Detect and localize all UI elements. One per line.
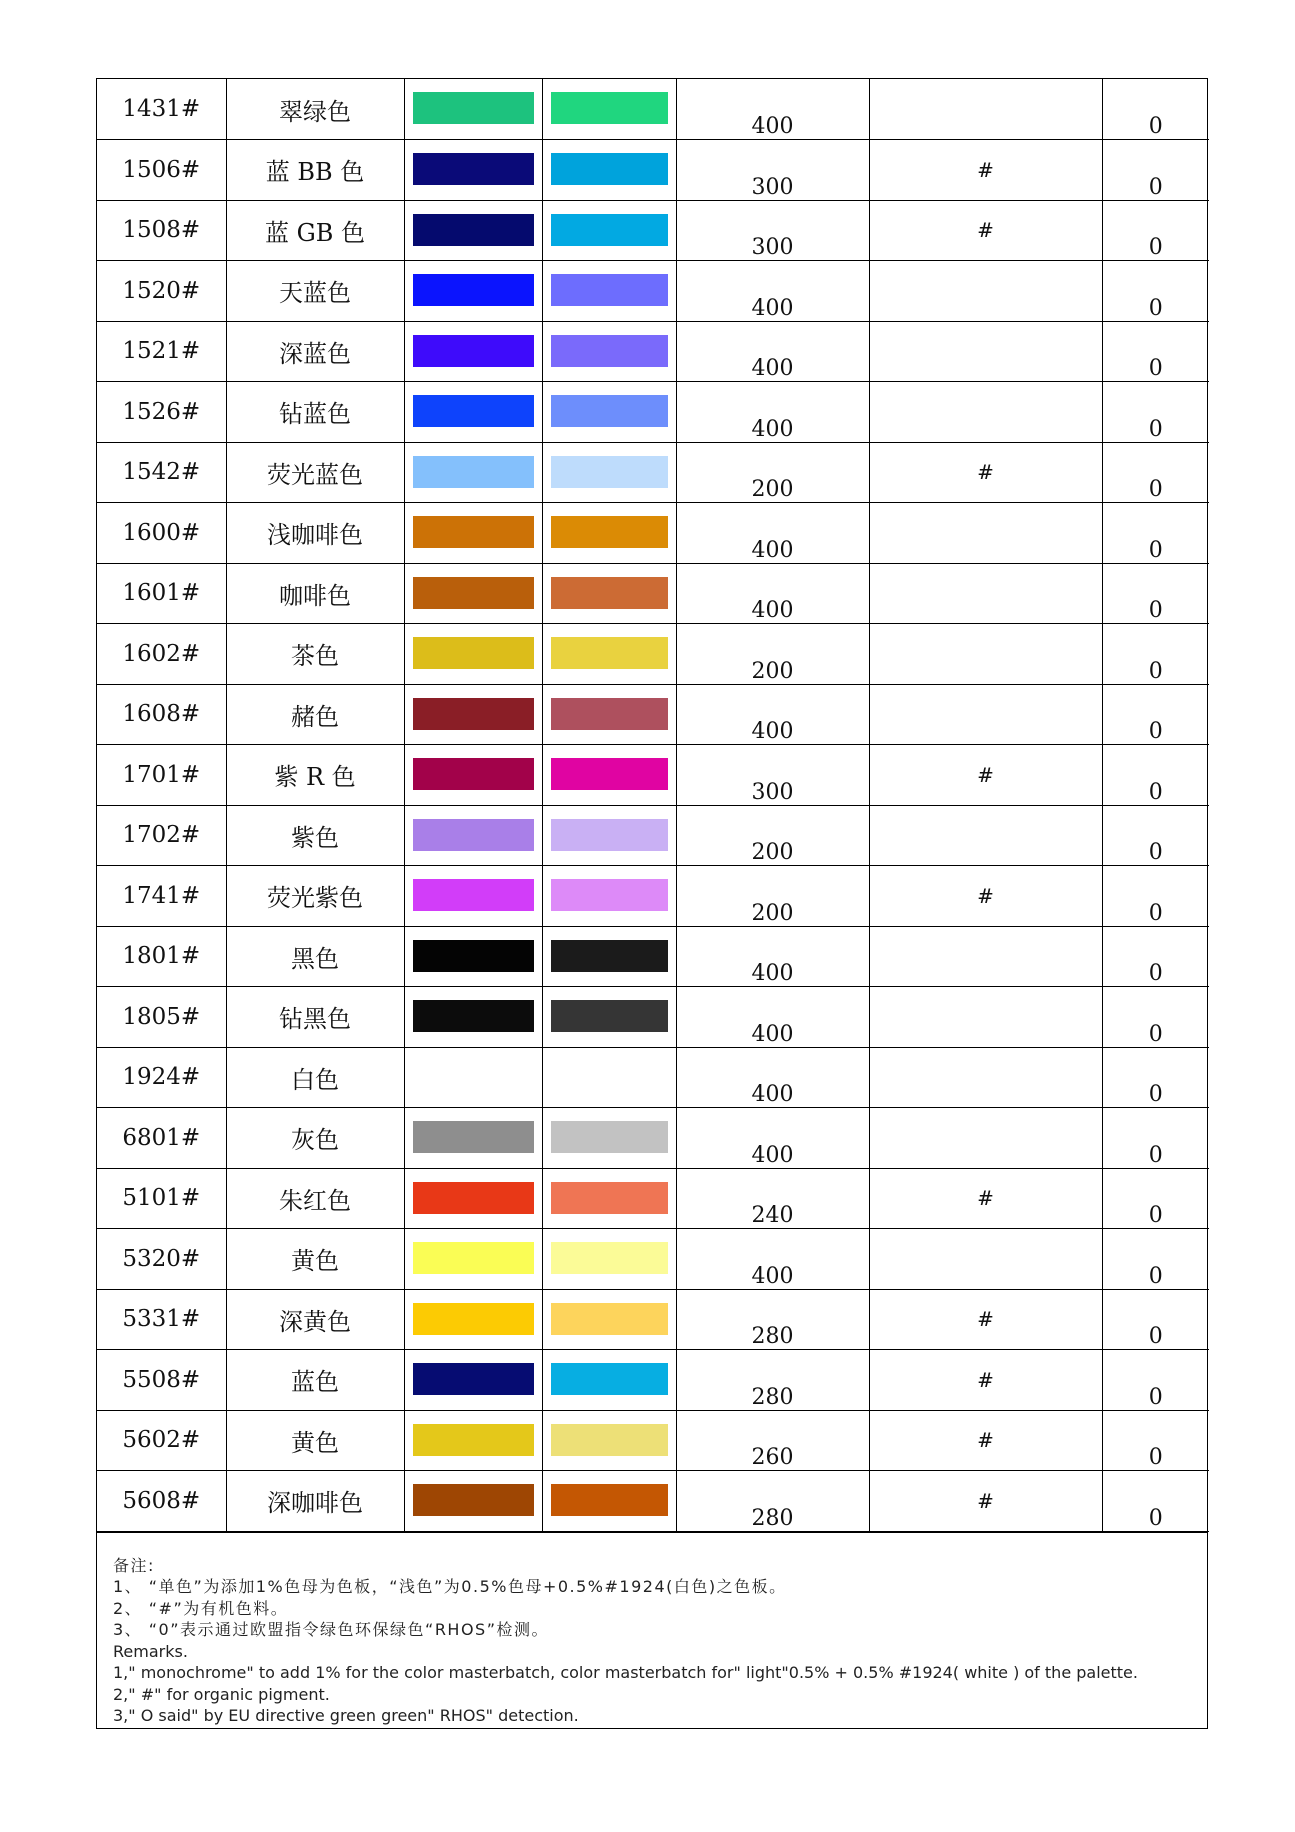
light-swatch — [551, 1000, 668, 1032]
color-name: 钻蓝色 — [226, 382, 404, 443]
rohs-status: 0 — [1102, 1047, 1209, 1108]
monochrome-swatch-cell — [404, 1289, 542, 1350]
monochrome-swatch-cell — [404, 1350, 542, 1411]
rohs-status: 0 — [1102, 503, 1209, 564]
quantity-value: 400 — [676, 79, 869, 140]
color-name: 天蓝色 — [226, 261, 404, 322]
rohs-status: 0 — [1102, 684, 1209, 745]
light-swatch-cell — [542, 503, 676, 564]
color-name: 深黄色 — [226, 1289, 404, 1350]
light-swatch — [551, 274, 668, 306]
rohs-status: 0 — [1102, 1229, 1209, 1290]
monochrome-swatch — [413, 758, 534, 790]
organic-pigment-flag — [869, 1047, 1102, 1108]
color-name: 钻黑色 — [226, 987, 404, 1048]
light-swatch — [551, 698, 668, 730]
color-name: 紫色 — [226, 805, 404, 866]
rohs-status: 0 — [1102, 1108, 1209, 1169]
light-swatch-cell — [542, 261, 676, 322]
rohs-status: 0 — [1102, 1410, 1209, 1471]
light-swatch — [551, 214, 668, 246]
color-table-body — [97, 79, 1209, 1531]
color-name: 蓝色 — [226, 1350, 404, 1411]
table-row — [97, 79, 1209, 140]
monochrome-swatch — [413, 1182, 534, 1214]
quantity-value: 400 — [676, 261, 869, 322]
light-swatch — [551, 1121, 668, 1153]
monochrome-swatch-cell — [404, 200, 542, 261]
light-swatch-cell — [542, 926, 676, 987]
table-row — [97, 1229, 1209, 1290]
color-name: 翠绿色 — [226, 79, 404, 140]
organic-pigment-flag — [869, 503, 1102, 564]
quantity-value: 300 — [676, 200, 869, 261]
light-swatch-cell — [542, 624, 676, 685]
monochrome-swatch — [413, 1484, 534, 1516]
table-row — [97, 503, 1209, 564]
rohs-status: 0 — [1102, 1471, 1209, 1532]
table-row — [97, 624, 1209, 685]
color-name: 灰色 — [226, 1108, 404, 1169]
light-swatch — [551, 1303, 668, 1335]
remarks-title-cn: 备注: — [113, 1555, 155, 1575]
quantity-value: 200 — [676, 442, 869, 503]
color-table — [97, 79, 1209, 1532]
monochrome-swatch-cell — [404, 926, 542, 987]
rohs-status: 0 — [1102, 140, 1209, 201]
monochrome-swatch-cell — [404, 261, 542, 322]
light-swatch-cell — [542, 442, 676, 503]
light-swatch — [551, 335, 668, 367]
light-swatch — [551, 940, 668, 972]
monochrome-swatch-cell — [404, 987, 542, 1048]
rohs-status: 0 — [1102, 442, 1209, 503]
table-row — [97, 200, 1209, 261]
organic-pigment-flag: # — [869, 745, 1102, 806]
monochrome-swatch-cell — [404, 624, 542, 685]
table-row — [97, 866, 1209, 927]
rohs-status: 0 — [1102, 200, 1209, 261]
rohs-status: 0 — [1102, 987, 1209, 1048]
monochrome-swatch-cell — [404, 503, 542, 564]
monochrome-swatch — [413, 456, 534, 488]
color-chart-sheet — [96, 78, 1208, 1729]
organic-pigment-flag — [869, 987, 1102, 1048]
monochrome-swatch — [413, 940, 534, 972]
monochrome-swatch — [413, 1424, 534, 1456]
color-code: 1600# — [97, 503, 226, 564]
rohs-status: 0 — [1102, 805, 1209, 866]
quantity-value: 400 — [676, 563, 869, 624]
table-row — [97, 805, 1209, 866]
quantity-value: 400 — [676, 503, 869, 564]
organic-pigment-flag — [869, 382, 1102, 443]
monochrome-swatch-cell — [404, 866, 542, 927]
light-swatch — [551, 456, 668, 488]
light-swatch-cell — [542, 321, 676, 382]
organic-pigment-flag — [869, 1108, 1102, 1169]
organic-pigment-flag: # — [869, 442, 1102, 503]
light-swatch — [551, 1363, 668, 1395]
table-row — [97, 1350, 1209, 1411]
remarks-section — [97, 1532, 1207, 1728]
quantity-value: 280 — [676, 1289, 869, 1350]
remark-en-2: 2," #" for organic pigment. — [113, 1684, 330, 1704]
light-swatch-cell — [542, 805, 676, 866]
quantity-value: 400 — [676, 926, 869, 987]
light-swatch-cell — [542, 866, 676, 927]
color-name: 荧光蓝色 — [226, 442, 404, 503]
color-name: 浅咖啡色 — [226, 503, 404, 564]
light-swatch-cell — [542, 1471, 676, 1532]
light-swatch-cell — [542, 745, 676, 806]
monochrome-swatch-cell — [404, 1229, 542, 1290]
quantity-value: 400 — [676, 987, 869, 1048]
organic-pigment-flag — [869, 563, 1102, 624]
color-code: 1601# — [97, 563, 226, 624]
monochrome-swatch — [413, 92, 534, 124]
monochrome-swatch — [413, 637, 534, 669]
color-code: 1431# — [97, 79, 226, 140]
monochrome-swatch-cell — [404, 745, 542, 806]
monochrome-swatch — [413, 1303, 534, 1335]
quantity-value: 300 — [676, 140, 869, 201]
monochrome-swatch-cell — [404, 140, 542, 201]
rohs-status: 0 — [1102, 563, 1209, 624]
monochrome-swatch-cell — [404, 79, 542, 140]
organic-pigment-flag: # — [869, 1289, 1102, 1350]
monochrome-swatch-cell — [404, 1047, 542, 1108]
table-row — [97, 745, 1209, 806]
light-swatch — [551, 92, 668, 124]
color-code: 6801# — [97, 1108, 226, 1169]
color-code: 1701# — [97, 745, 226, 806]
color-code: 1602# — [97, 624, 226, 685]
color-code: 1542# — [97, 442, 226, 503]
organic-pigment-flag — [869, 261, 1102, 322]
light-swatch-cell — [542, 563, 676, 624]
light-swatch — [551, 1061, 668, 1093]
light-swatch-cell — [542, 684, 676, 745]
color-name: 蓝 GB 色 — [226, 200, 404, 261]
organic-pigment-flag: # — [869, 1471, 1102, 1532]
color-name: 黄色 — [226, 1410, 404, 1471]
light-swatch — [551, 758, 668, 790]
organic-pigment-flag — [869, 79, 1102, 140]
color-code: 5608# — [97, 1471, 226, 1532]
monochrome-swatch — [413, 577, 534, 609]
rohs-status: 0 — [1102, 261, 1209, 322]
monochrome-swatch — [413, 395, 534, 427]
light-swatch — [551, 516, 668, 548]
organic-pigment-flag — [869, 321, 1102, 382]
color-code: 1521# — [97, 321, 226, 382]
remark-cn-2: 2、 “#”为有机色料。 — [113, 1598, 289, 1618]
quantity-value: 400 — [676, 382, 869, 443]
quantity-value: 260 — [676, 1410, 869, 1471]
color-code: 1801# — [97, 926, 226, 987]
light-swatch — [551, 819, 668, 851]
table-row — [97, 1168, 1209, 1229]
light-swatch — [551, 637, 668, 669]
color-name: 黑色 — [226, 926, 404, 987]
color-code: 1520# — [97, 261, 226, 322]
quantity-value: 400 — [676, 1047, 869, 1108]
rohs-status: 0 — [1102, 1168, 1209, 1229]
monochrome-swatch — [413, 698, 534, 730]
rohs-status: 0 — [1102, 79, 1209, 140]
table-row — [97, 442, 1209, 503]
quantity-value: 400 — [676, 1229, 869, 1290]
color-name: 咖啡色 — [226, 563, 404, 624]
monochrome-swatch — [413, 335, 534, 367]
monochrome-swatch — [413, 214, 534, 246]
quantity-value: 200 — [676, 624, 869, 685]
light-swatch-cell — [542, 1108, 676, 1169]
remark-en-3: 3," O said" by EU directive green green" RHOS" detection. — [113, 1706, 579, 1725]
organic-pigment-flag: # — [869, 1410, 1102, 1471]
quantity-value: 400 — [676, 684, 869, 745]
color-code: 1805# — [97, 987, 226, 1048]
rohs-status: 0 — [1102, 1350, 1209, 1411]
light-swatch — [551, 1484, 668, 1516]
monochrome-swatch — [413, 1363, 534, 1395]
color-name: 赭色 — [226, 684, 404, 745]
light-swatch — [551, 1182, 668, 1214]
table-row — [97, 926, 1209, 987]
organic-pigment-flag — [869, 805, 1102, 866]
remarks-title-en: Remarks. — [113, 1641, 188, 1661]
monochrome-swatch-cell — [404, 1168, 542, 1229]
color-code: 1741# — [97, 866, 226, 927]
color-code: 1702# — [97, 805, 226, 866]
table-row — [97, 684, 1209, 745]
organic-pigment-flag — [869, 684, 1102, 745]
rohs-status: 0 — [1102, 745, 1209, 806]
light-swatch-cell — [542, 1350, 676, 1411]
color-code: 5101# — [97, 1168, 226, 1229]
monochrome-swatch-cell — [404, 1410, 542, 1471]
color-name: 紫 R 色 — [226, 745, 404, 806]
light-swatch — [551, 577, 668, 609]
table-row — [97, 987, 1209, 1048]
monochrome-swatch — [413, 516, 534, 548]
light-swatch-cell — [542, 140, 676, 201]
monochrome-swatch-cell — [404, 1471, 542, 1532]
monochrome-swatch-cell — [404, 442, 542, 503]
organic-pigment-flag: # — [869, 1350, 1102, 1411]
monochrome-swatch — [413, 879, 534, 911]
table-row — [97, 140, 1209, 201]
monochrome-swatch — [413, 1242, 534, 1274]
color-name: 白色 — [226, 1047, 404, 1108]
monochrome-swatch — [413, 274, 534, 306]
quantity-value: 240 — [676, 1168, 869, 1229]
monochrome-swatch — [413, 819, 534, 851]
organic-pigment-flag — [869, 926, 1102, 987]
light-swatch-cell — [542, 1410, 676, 1471]
rohs-status: 0 — [1102, 866, 1209, 927]
color-code: 1526# — [97, 382, 226, 443]
rohs-status: 0 — [1102, 624, 1209, 685]
organic-pigment-flag: # — [869, 1168, 1102, 1229]
monochrome-swatch-cell — [404, 382, 542, 443]
light-swatch — [551, 1424, 668, 1456]
monochrome-swatch — [413, 1061, 534, 1093]
monochrome-swatch — [413, 1000, 534, 1032]
remark-en-1: 1," monochrome" to add 1% for the color masterbatch, color masterbatch for" light"0.5% + 0.5% #1924( white ) of the palette. — [113, 1663, 1138, 1682]
organic-pigment-flag — [869, 1229, 1102, 1290]
color-code: 5320# — [97, 1229, 226, 1290]
table-row — [97, 1410, 1209, 1471]
light-swatch-cell — [542, 1047, 676, 1108]
light-swatch-cell — [542, 1229, 676, 1290]
quantity-value: 200 — [676, 866, 869, 927]
color-code: 1506# — [97, 140, 226, 201]
color-name: 蓝 BB 色 — [226, 140, 404, 201]
light-swatch — [551, 1242, 668, 1274]
light-swatch-cell — [542, 200, 676, 261]
monochrome-swatch-cell — [404, 1108, 542, 1169]
table-row — [97, 1471, 1209, 1532]
light-swatch — [551, 879, 668, 911]
color-name: 黄色 — [226, 1229, 404, 1290]
table-row — [97, 1047, 1209, 1108]
organic-pigment-flag — [869, 624, 1102, 685]
table-row — [97, 1289, 1209, 1350]
monochrome-swatch-cell — [404, 321, 542, 382]
color-name: 荧光紫色 — [226, 866, 404, 927]
color-name: 深蓝色 — [226, 321, 404, 382]
monochrome-swatch-cell — [404, 805, 542, 866]
table-row — [97, 563, 1209, 624]
light-swatch-cell — [542, 1289, 676, 1350]
light-swatch — [551, 153, 668, 185]
remark-cn-1: 1、 “单色”为添加1%色母为色板，“浅色”为0.5%色母+0.5%#1924(白色)之色板。 — [113, 1577, 787, 1596]
color-code: 5331# — [97, 1289, 226, 1350]
light-swatch-cell — [542, 382, 676, 443]
color-name: 朱红色 — [226, 1168, 404, 1229]
quantity-value: 200 — [676, 805, 869, 866]
organic-pigment-flag: # — [869, 140, 1102, 201]
table-row — [97, 1108, 1209, 1169]
quantity-value: 280 — [676, 1471, 869, 1532]
monochrome-swatch — [413, 153, 534, 185]
color-code: 5602# — [97, 1410, 226, 1471]
organic-pigment-flag: # — [869, 866, 1102, 927]
light-swatch-cell — [542, 1168, 676, 1229]
rohs-status: 0 — [1102, 321, 1209, 382]
quantity-value: 400 — [676, 321, 869, 382]
rohs-status: 0 — [1102, 382, 1209, 443]
quantity-value: 300 — [676, 745, 869, 806]
remark-cn-3: 3、 “0”表示通过欧盟指令绿色环保绿色“RHOS”检测。 — [113, 1620, 550, 1639]
color-code: 1924# — [97, 1047, 226, 1108]
table-row — [97, 382, 1209, 443]
quantity-value: 400 — [676, 1108, 869, 1169]
color-name: 深咖啡色 — [226, 1471, 404, 1532]
quantity-value: 280 — [676, 1350, 869, 1411]
monochrome-swatch-cell — [404, 563, 542, 624]
color-code: 5508# — [97, 1350, 226, 1411]
color-name: 茶色 — [226, 624, 404, 685]
color-code: 1608# — [97, 684, 226, 745]
monochrome-swatch-cell — [404, 684, 542, 745]
table-row — [97, 261, 1209, 322]
color-code: 1508# — [97, 200, 226, 261]
table-row — [97, 321, 1209, 382]
organic-pigment-flag: # — [869, 200, 1102, 261]
monochrome-swatch — [413, 1121, 534, 1153]
rohs-status: 0 — [1102, 926, 1209, 987]
rohs-status: 0 — [1102, 1289, 1209, 1350]
light-swatch-cell — [542, 987, 676, 1048]
light-swatch-cell — [542, 79, 676, 140]
light-swatch — [551, 395, 668, 427]
